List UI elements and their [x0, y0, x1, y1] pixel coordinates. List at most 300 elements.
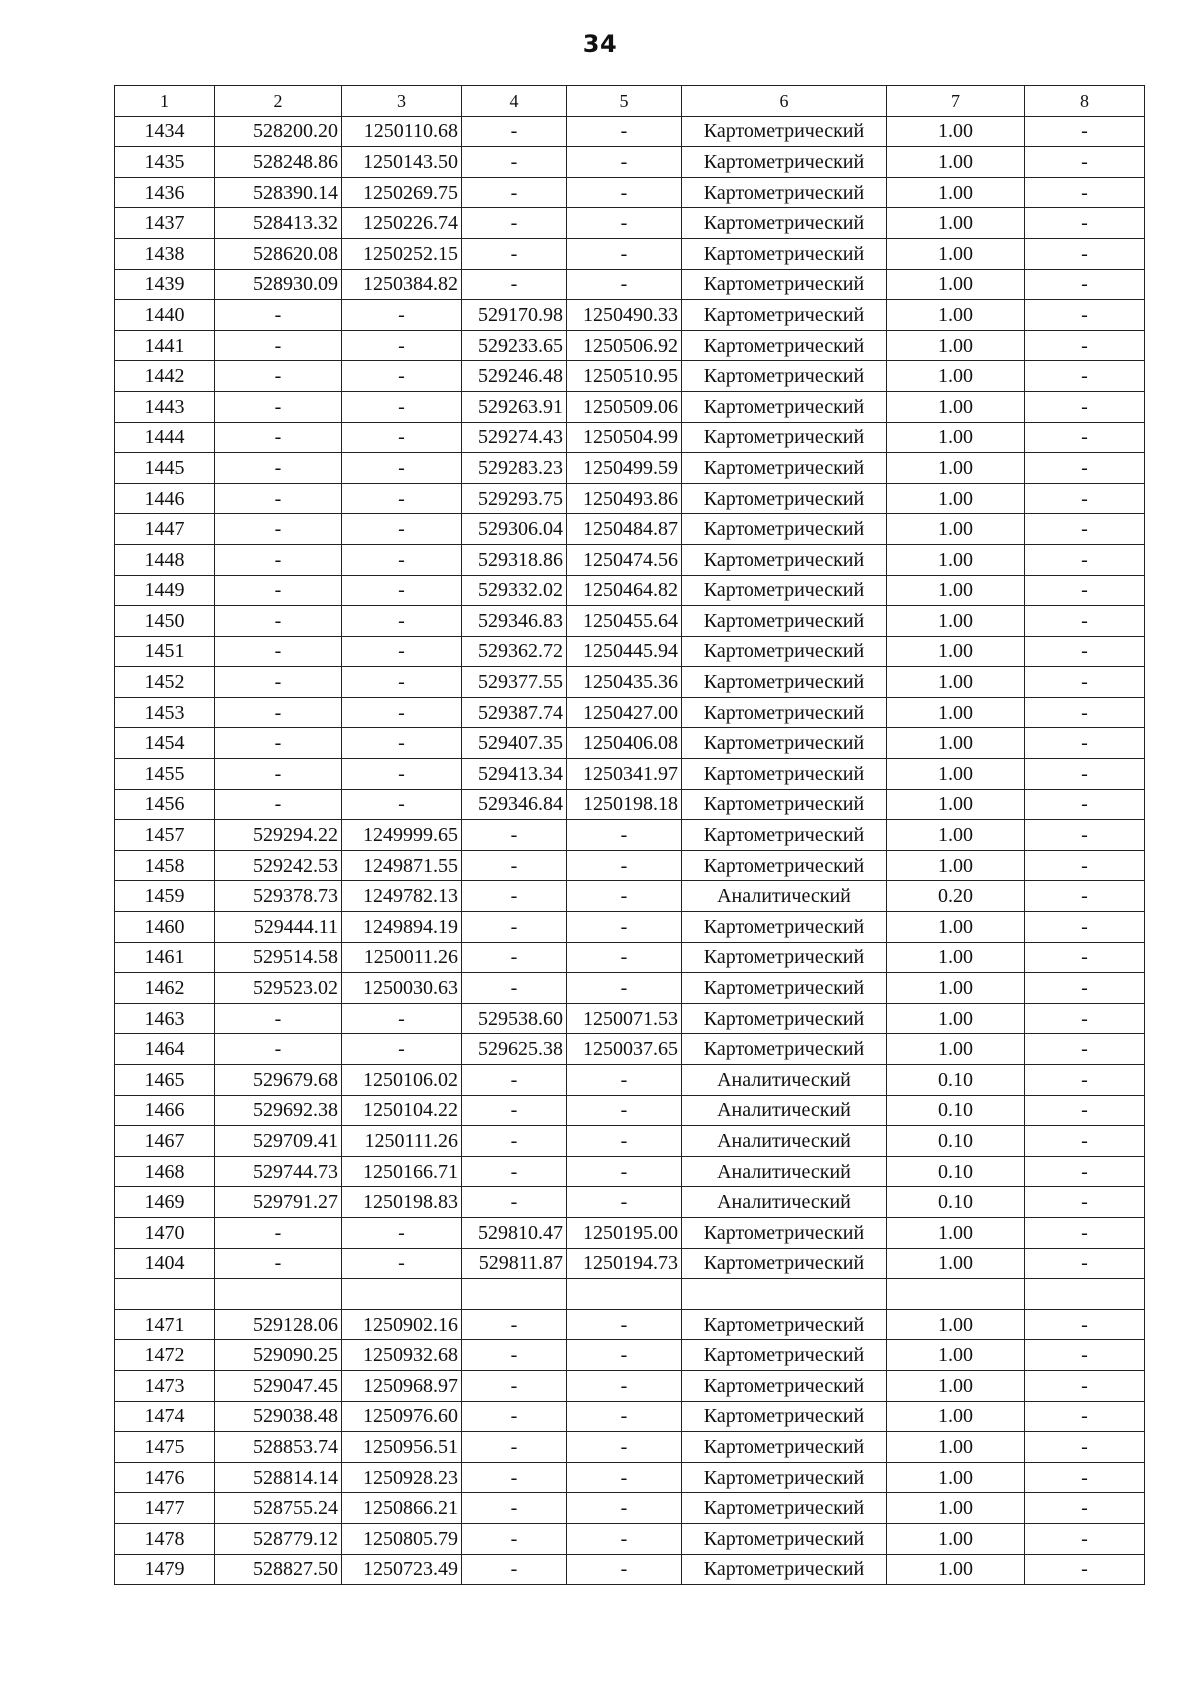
cell-note: -	[1025, 116, 1145, 147]
cell-y-coordinate: 1250111.26	[342, 1126, 462, 1157]
column-header-7: 7	[887, 86, 1025, 117]
table-row	[115, 1309, 1145, 1340]
cell-x-coordinate-alt: 529625.38	[462, 1034, 567, 1065]
cell-x-coordinate: 528930.09	[215, 269, 342, 300]
cell-x-coordinate: -	[215, 759, 342, 790]
cell-x-coordinate: 529791.27	[215, 1187, 342, 1218]
cell-accuracy: 1.00	[887, 177, 1025, 208]
cell-note: -	[1025, 1217, 1145, 1248]
cell-note: -	[1025, 728, 1145, 759]
cell-y-coordinate: 1250106.02	[342, 1065, 462, 1096]
cell-note: -	[1025, 575, 1145, 606]
cell-accuracy: 1.00	[887, 1523, 1025, 1554]
cell-y-coordinate-alt: 1250504.99	[567, 422, 682, 453]
cell-accuracy: 1.00	[887, 238, 1025, 269]
table-row	[115, 177, 1145, 208]
cell-x-coordinate-alt: -	[462, 1187, 567, 1218]
table-row	[115, 636, 1145, 667]
cell-x-coordinate: 529444.11	[215, 912, 342, 943]
cell-x-coordinate-alt: 529810.47	[462, 1217, 567, 1248]
cell-point-number: 1479	[115, 1554, 215, 1585]
cell-accuracy: 1.00	[887, 636, 1025, 667]
cell-method: Картометрический	[682, 453, 887, 484]
cell-x-coordinate-alt: 529233.65	[462, 330, 567, 361]
cell-point-number: 1404	[115, 1248, 215, 1279]
cell-y-coordinate: -	[342, 422, 462, 453]
cell-y-coordinate: -	[342, 1217, 462, 1248]
cell-point-number: 1447	[115, 514, 215, 545]
cell-x-coordinate-alt: -	[462, 177, 567, 208]
cell-y-coordinate-alt: -	[567, 147, 682, 178]
cell-x-coordinate: -	[215, 1034, 342, 1065]
cell-x-coordinate: -	[215, 1248, 342, 1279]
cell-x-coordinate: 529242.53	[215, 850, 342, 881]
cell-note: -	[1025, 300, 1145, 331]
cell-note: -	[1025, 1554, 1145, 1585]
cell-method: Картометрический	[682, 1034, 887, 1065]
cell-method: Картометрический	[682, 177, 887, 208]
cell-accuracy: 1.00	[887, 269, 1025, 300]
cell-point-number: 1445	[115, 453, 215, 484]
cell-x-coordinate-alt: 529332.02	[462, 575, 567, 606]
cell-point-number: 1446	[115, 483, 215, 514]
cell-accuracy: 1.00	[887, 1462, 1025, 1493]
cell-y-coordinate-alt: -	[567, 116, 682, 147]
cell-y-coordinate-alt: 1250071.53	[567, 1003, 682, 1034]
cell-x-coordinate: 529744.73	[215, 1156, 342, 1187]
cell-y-coordinate-alt: 1250198.18	[567, 789, 682, 820]
cell-accuracy: 0.10	[887, 1187, 1025, 1218]
cell-y-coordinate-alt: -	[567, 1309, 682, 1340]
cell-x-coordinate-alt: 529274.43	[462, 422, 567, 453]
cell-y-coordinate: 1250252.15	[342, 238, 462, 269]
cell-y-coordinate: -	[342, 361, 462, 392]
cell-y-coordinate: -	[342, 514, 462, 545]
cell-x-coordinate: -	[215, 1003, 342, 1034]
cell-y-coordinate: 1249782.13	[342, 881, 462, 912]
cell-accuracy: 1.00	[887, 1493, 1025, 1524]
cell-y-coordinate: 1250110.68	[342, 116, 462, 147]
cell-x-coordinate-alt: -	[462, 1493, 567, 1524]
cell-point-number: 1466	[115, 1095, 215, 1126]
cell-note: -	[1025, 1187, 1145, 1218]
table-row	[115, 453, 1145, 484]
cell-y-coordinate-alt: 1250510.95	[567, 361, 682, 392]
cell-point-number: 1478	[115, 1523, 215, 1554]
cell-x-coordinate-alt: 529377.55	[462, 667, 567, 698]
cell-point-number: 1450	[115, 606, 215, 637]
cell-y-coordinate-alt: -	[567, 912, 682, 943]
table-row	[115, 697, 1145, 728]
cell-y-coordinate: -	[342, 1003, 462, 1034]
cell-y-coordinate: 1250030.63	[342, 973, 462, 1004]
cell-y-coordinate: -	[342, 1248, 462, 1279]
cell-method: Картометрический	[682, 1493, 887, 1524]
cell-x-coordinate: 528827.50	[215, 1554, 342, 1585]
cell-point-number: 1452	[115, 667, 215, 698]
cell-point-number: 1461	[115, 942, 215, 973]
cell-x-coordinate-alt: 529407.35	[462, 728, 567, 759]
cell-x-coordinate: 529090.25	[215, 1340, 342, 1371]
cell-x-coordinate-alt: -	[462, 1065, 567, 1096]
cell-note: -	[1025, 759, 1145, 790]
cell-point-number: 1464	[115, 1034, 215, 1065]
cell-x-coordinate: -	[215, 667, 342, 698]
page-number: 34	[582, 30, 618, 58]
cell-x-coordinate-alt: 529387.74	[462, 697, 567, 728]
cell-note: -	[1025, 147, 1145, 178]
cell-x-coordinate: 529294.22	[215, 820, 342, 851]
cell-accuracy: 1.00	[887, 1309, 1025, 1340]
cell-x-coordinate: -	[215, 453, 342, 484]
cell-method: Картометрический	[682, 759, 887, 790]
table-row	[115, 1340, 1145, 1371]
cell-y-coordinate: -	[342, 667, 462, 698]
cell-method: Картометрический	[682, 973, 887, 1004]
cell-x-coordinate	[215, 1279, 342, 1310]
cell-x-coordinate: 528755.24	[215, 1493, 342, 1524]
cell-x-coordinate: 528620.08	[215, 238, 342, 269]
cell-x-coordinate: -	[215, 422, 342, 453]
cell-method: Картометрический	[682, 208, 887, 239]
cell-x-coordinate-alt: 529318.86	[462, 544, 567, 575]
cell-x-coordinate: 529047.45	[215, 1370, 342, 1401]
table-row	[115, 1126, 1145, 1157]
cell-accuracy: 1.00	[887, 1432, 1025, 1463]
cell-point-number: 1438	[115, 238, 215, 269]
cell-note: -	[1025, 1462, 1145, 1493]
cell-x-coordinate: 529038.48	[215, 1401, 342, 1432]
cell-y-coordinate: 1249999.65	[342, 820, 462, 851]
table-row	[115, 1156, 1145, 1187]
cell-point-number: 1456	[115, 789, 215, 820]
cell-y-coordinate-alt: -	[567, 1523, 682, 1554]
cell-x-coordinate-alt: -	[462, 881, 567, 912]
cell-y-coordinate: 1250932.68	[342, 1340, 462, 1371]
cell-x-coordinate: 528779.12	[215, 1523, 342, 1554]
table-row	[115, 1003, 1145, 1034]
table-row	[115, 116, 1145, 147]
cell-x-coordinate: 529128.06	[215, 1309, 342, 1340]
cell-x-coordinate-alt: -	[462, 1126, 567, 1157]
cell-method: Картометрический	[682, 1523, 887, 1554]
table-row	[115, 514, 1145, 545]
cell-method: Картометрический	[682, 667, 887, 698]
cell-y-coordinate-alt: -	[567, 1340, 682, 1371]
cell-note: -	[1025, 697, 1145, 728]
cell-note: -	[1025, 1248, 1145, 1279]
cell-point-number: 1443	[115, 391, 215, 422]
cell-x-coordinate: 528413.32	[215, 208, 342, 239]
cell-y-coordinate-alt: 1250427.00	[567, 697, 682, 728]
cell-method: Картометрический	[682, 483, 887, 514]
cell-point-number: 1465	[115, 1065, 215, 1096]
column-header-5: 5	[567, 86, 682, 117]
cell-x-coordinate: -	[215, 636, 342, 667]
cell-x-coordinate: -	[215, 697, 342, 728]
cell-x-coordinate-alt: 529293.75	[462, 483, 567, 514]
cell-y-coordinate-alt: -	[567, 881, 682, 912]
cell-point-number: 1449	[115, 575, 215, 606]
cell-x-coordinate-alt: -	[462, 1340, 567, 1371]
cell-accuracy: 1.00	[887, 208, 1025, 239]
table-row	[115, 1493, 1145, 1524]
cell-y-coordinate: -	[342, 1034, 462, 1065]
cell-method: Картометрический	[682, 116, 887, 147]
cell-point-number: 1458	[115, 850, 215, 881]
table-row	[115, 667, 1145, 698]
cell-y-coordinate-alt: 1250341.97	[567, 759, 682, 790]
table-row	[115, 1279, 1145, 1310]
cell-y-coordinate: -	[342, 483, 462, 514]
cell-x-coordinate-alt: -	[462, 1554, 567, 1585]
cell-method: Картометрический	[682, 606, 887, 637]
header-row	[115, 86, 1145, 117]
cell-point-number: 1453	[115, 697, 215, 728]
cell-accuracy: 1.00	[887, 820, 1025, 851]
cell-y-coordinate-alt: -	[567, 1462, 682, 1493]
cell-method: Картометрический	[682, 820, 887, 851]
cell-method: Картометрический	[682, 147, 887, 178]
cell-accuracy: 1.00	[887, 116, 1025, 147]
cell-method: Картометрический	[682, 1432, 887, 1463]
cell-note: -	[1025, 1156, 1145, 1187]
cell-note: -	[1025, 636, 1145, 667]
cell-note: -	[1025, 269, 1145, 300]
table-row	[115, 575, 1145, 606]
cell-x-coordinate: 529514.58	[215, 942, 342, 973]
cell-y-coordinate-alt: 1250455.64	[567, 606, 682, 637]
cell-y-coordinate: -	[342, 391, 462, 422]
cell-x-coordinate-alt: 529246.48	[462, 361, 567, 392]
cell-x-coordinate-alt: 529170.98	[462, 300, 567, 331]
cell-point-number: 1474	[115, 1401, 215, 1432]
cell-x-coordinate-alt: 529346.84	[462, 789, 567, 820]
cell-y-coordinate-alt: -	[567, 1156, 682, 1187]
cell-x-coordinate-alt: 529362.72	[462, 636, 567, 667]
cell-method: Картометрический	[682, 850, 887, 881]
cell-y-coordinate: 1250902.16	[342, 1309, 462, 1340]
cell-method: Картометрический	[682, 1554, 887, 1585]
cell-x-coordinate-alt: 529413.34	[462, 759, 567, 790]
cell-point-number: 1439	[115, 269, 215, 300]
table-row	[115, 1095, 1145, 1126]
cell-point-number: 1454	[115, 728, 215, 759]
cell-y-coordinate-alt: -	[567, 269, 682, 300]
table-row	[115, 1554, 1145, 1585]
cell-method: Аналитический	[682, 1156, 887, 1187]
cell-point-number: 1460	[115, 912, 215, 943]
cell-y-coordinate-alt: -	[567, 973, 682, 1004]
cell-y-coordinate: 1250011.26	[342, 942, 462, 973]
cell-y-coordinate-alt: -	[567, 177, 682, 208]
cell-x-coordinate: 529679.68	[215, 1065, 342, 1096]
cell-x-coordinate-alt: -	[462, 269, 567, 300]
cell-x-coordinate-alt: 529811.87	[462, 1248, 567, 1279]
cell-y-coordinate-alt: -	[567, 1401, 682, 1432]
cell-x-coordinate: 529709.41	[215, 1126, 342, 1157]
cell-x-coordinate-alt: 529263.91	[462, 391, 567, 422]
cell-y-coordinate: -	[342, 575, 462, 606]
table-row	[115, 820, 1145, 851]
cell-point-number: 1442	[115, 361, 215, 392]
cell-method: Картометрический	[682, 728, 887, 759]
cell-point-number: 1471	[115, 1309, 215, 1340]
cell-y-coordinate-alt: 1250464.82	[567, 575, 682, 606]
cell-method: Картометрический	[682, 912, 887, 943]
cell-method: Аналитический	[682, 1095, 887, 1126]
cell-accuracy: 1.00	[887, 453, 1025, 484]
cell-point-number: 1477	[115, 1493, 215, 1524]
cell-x-coordinate: 528390.14	[215, 177, 342, 208]
cell-method: Аналитический	[682, 881, 887, 912]
column-header-3: 3	[342, 86, 462, 117]
cell-note: -	[1025, 820, 1145, 851]
table-row	[115, 1065, 1145, 1096]
cell-x-coordinate: -	[215, 789, 342, 820]
cell-y-coordinate-alt: -	[567, 1065, 682, 1096]
cell-method: Картометрический	[682, 300, 887, 331]
cell-x-coordinate-alt: -	[462, 1401, 567, 1432]
cell-method: Картометрический	[682, 1370, 887, 1401]
table-row	[115, 606, 1145, 637]
cell-y-coordinate-alt: 1250445.94	[567, 636, 682, 667]
cell-method: Аналитический	[682, 1126, 887, 1157]
cell-method: Картометрический	[682, 575, 887, 606]
cell-x-coordinate-alt: 529346.83	[462, 606, 567, 637]
cell-y-coordinate-alt: 1250509.06	[567, 391, 682, 422]
cell-y-coordinate-alt: 1250484.87	[567, 514, 682, 545]
cell-note: -	[1025, 1003, 1145, 1034]
cell-y-coordinate: 1250723.49	[342, 1554, 462, 1585]
column-header-1: 1	[115, 86, 215, 117]
cell-point-number: 1436	[115, 177, 215, 208]
cell-y-coordinate-alt: -	[567, 238, 682, 269]
cell-y-coordinate-alt: 1250194.73	[567, 1248, 682, 1279]
cell-y-coordinate: 1250866.21	[342, 1493, 462, 1524]
table-row	[115, 483, 1145, 514]
cell-x-coordinate-alt: -	[462, 116, 567, 147]
cell-x-coordinate: 529378.73	[215, 881, 342, 912]
cell-accuracy: 1.00	[887, 667, 1025, 698]
cell-method: Картометрический	[682, 330, 887, 361]
cell-x-coordinate-alt: -	[462, 820, 567, 851]
cell-point-number: 1448	[115, 544, 215, 575]
cell-accuracy: 0.10	[887, 1156, 1025, 1187]
cell-x-coordinate: 529523.02	[215, 973, 342, 1004]
cell-x-coordinate-alt: -	[462, 208, 567, 239]
table-row	[115, 147, 1145, 178]
cell-y-coordinate-alt: -	[567, 1493, 682, 1524]
cell-y-coordinate: 1250384.82	[342, 269, 462, 300]
cell-method: Картометрический	[682, 1340, 887, 1371]
table-body	[115, 116, 1145, 1585]
cell-accuracy: 1.00	[887, 850, 1025, 881]
cell-x-coordinate-alt: -	[462, 1370, 567, 1401]
cell-y-coordinate: 1250104.22	[342, 1095, 462, 1126]
table-row	[115, 330, 1145, 361]
cell-accuracy: 1.00	[887, 1340, 1025, 1371]
table-row	[115, 391, 1145, 422]
cell-y-coordinate-alt: 1250490.33	[567, 300, 682, 331]
cell-note: -	[1025, 1340, 1145, 1371]
cell-method: Картометрический	[682, 544, 887, 575]
cell-x-coordinate-alt: 529306.04	[462, 514, 567, 545]
cell-y-coordinate: 1250166.71	[342, 1156, 462, 1187]
cell-y-coordinate: -	[342, 759, 462, 790]
cell-y-coordinate: -	[342, 300, 462, 331]
cell-accuracy: 1.00	[887, 789, 1025, 820]
table-row	[115, 1523, 1145, 1554]
table-row	[115, 850, 1145, 881]
cell-x-coordinate-alt: -	[462, 942, 567, 973]
cell-accuracy: 1.00	[887, 759, 1025, 790]
cell-accuracy: 1.00	[887, 728, 1025, 759]
cell-y-coordinate-alt: 1250506.92	[567, 330, 682, 361]
table-row	[115, 269, 1145, 300]
cell-x-coordinate: 529692.38	[215, 1095, 342, 1126]
cell-method: Картометрический	[682, 1003, 887, 1034]
cell-x-coordinate-alt: 529283.23	[462, 453, 567, 484]
column-header-2: 2	[215, 86, 342, 117]
cell-x-coordinate-alt	[462, 1279, 567, 1310]
cell-x-coordinate: -	[215, 391, 342, 422]
cell-y-coordinate: -	[342, 544, 462, 575]
cell-y-coordinate: 1250198.83	[342, 1187, 462, 1218]
cell-note: -	[1025, 850, 1145, 881]
cell-method: Картометрический	[682, 422, 887, 453]
cell-note: -	[1025, 881, 1145, 912]
cell-point-number: 1434	[115, 116, 215, 147]
cell-y-coordinate-alt	[567, 1279, 682, 1310]
cell-note: -	[1025, 177, 1145, 208]
cell-y-coordinate: 1250805.79	[342, 1523, 462, 1554]
cell-y-coordinate: -	[342, 789, 462, 820]
cell-accuracy: 1.00	[887, 942, 1025, 973]
cell-x-coordinate-alt: -	[462, 850, 567, 881]
cell-accuracy: 1.00	[887, 361, 1025, 392]
cell-x-coordinate-alt: -	[462, 1462, 567, 1493]
cell-method: Аналитический	[682, 1065, 887, 1096]
cell-x-coordinate: 528200.20	[215, 116, 342, 147]
cell-y-coordinate: 1249871.55	[342, 850, 462, 881]
cell-note: -	[1025, 1095, 1145, 1126]
cell-point-number: 1467	[115, 1126, 215, 1157]
cell-note: -	[1025, 667, 1145, 698]
cell-x-coordinate: -	[215, 728, 342, 759]
table-row	[115, 1034, 1145, 1065]
cell-point-number: 1444	[115, 422, 215, 453]
cell-y-coordinate-alt: 1250406.08	[567, 728, 682, 759]
cell-note: -	[1025, 544, 1145, 575]
cell-y-coordinate: 1250226.74	[342, 208, 462, 239]
cell-x-coordinate: 528814.14	[215, 1462, 342, 1493]
cell-accuracy: 0.10	[887, 1095, 1025, 1126]
cell-y-coordinate-alt: -	[567, 820, 682, 851]
cell-y-coordinate: 1250976.60	[342, 1401, 462, 1432]
cell-y-coordinate-alt: -	[567, 1095, 682, 1126]
table-row	[115, 728, 1145, 759]
cell-y-coordinate: 1249894.19	[342, 912, 462, 943]
cell-accuracy: 1.00	[887, 483, 1025, 514]
cell-y-coordinate-alt: 1250474.56	[567, 544, 682, 575]
cell-point-number: 1462	[115, 973, 215, 1004]
cell-y-coordinate: 1250956.51	[342, 1432, 462, 1463]
table-row	[115, 544, 1145, 575]
cell-note: -	[1025, 1432, 1145, 1463]
cell-point-number: 1457	[115, 820, 215, 851]
cell-method: Картометрический	[682, 361, 887, 392]
